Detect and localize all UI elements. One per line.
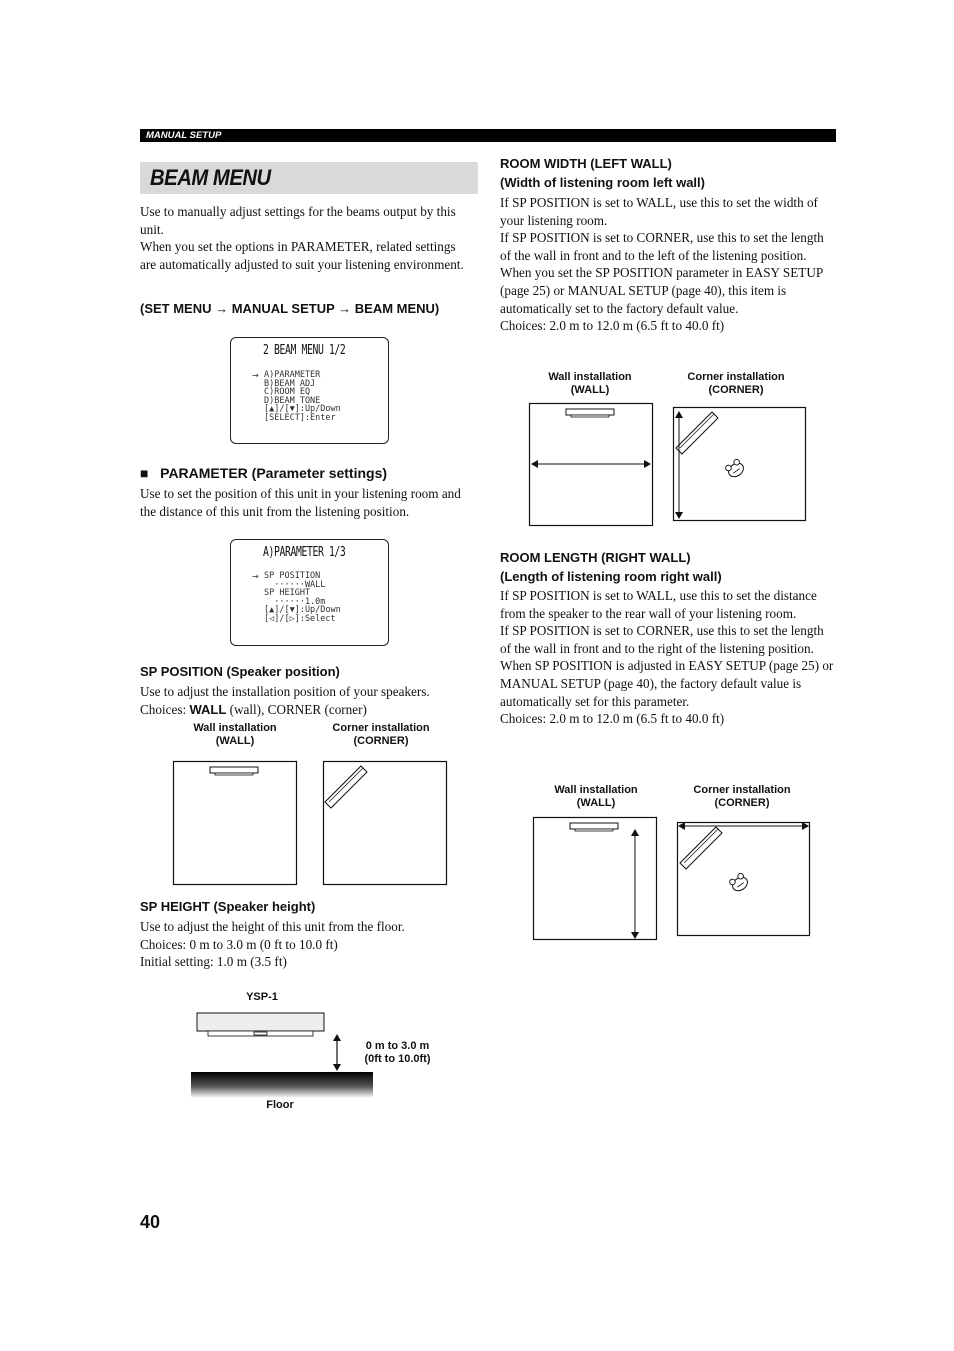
sp-height-heading: SP HEIGHT (Speaker height): [140, 899, 316, 914]
wall-room-box: [174, 762, 297, 885]
menu-path: (SET MENU → MANUAL SETUP → BEAM MENU): [140, 301, 440, 316]
square-bullet-icon: ■: [140, 465, 149, 481]
sp-position-diagrams: [170, 758, 450, 888]
speaker-wall-icon: [210, 767, 258, 775]
sp-position-text: Use to adjust the installation position of your speakers. Choices: WALL (wall), CORNER (corner): [140, 684, 430, 717]
page-number: 40: [140, 1212, 161, 1232]
lcd-line: C)ROOM EQ: [264, 387, 311, 398]
section-header-bar: [140, 129, 836, 142]
lcd-line: A)PARAMETER: [264, 370, 321, 380]
lcd-display-beam-menu: [230, 337, 389, 444]
height-range-label: 0 m to 3.0 m (0ft to 10.0ft): [364, 1040, 431, 1065]
room-width-diagrams: [526, 400, 811, 530]
page-title-box: [140, 162, 478, 194]
floor-shape: [191, 1072, 373, 1098]
lcd-line: B)BEAM ADJ: [264, 378, 316, 389]
height-arrow-icon: [333, 1034, 341, 1071]
speaker-wall-icon: [570, 823, 618, 831]
sp-position-heading: SP POSITION (Speaker position): [140, 664, 340, 679]
lcd-line: [SELECT]:Enter: [264, 413, 336, 423]
wall-installation-caption: Wall installation (WALL): [193, 722, 277, 747]
corner-installation-caption: Corner installation (CORNER): [687, 371, 785, 396]
lcd-line: [◁]/[▷]:Select: [264, 614, 336, 624]
sp-height-diagram: [188, 1008, 378, 1098]
corner-installation-caption: Corner installation (CORNER): [332, 722, 430, 747]
lcd-line: SP POSITION: [264, 571, 321, 581]
lcd-title: 2 BEAM MENU 1/2: [263, 343, 346, 358]
corner-installation-caption: Corner installation (CORNER): [693, 784, 791, 809]
parameter-description: Use to set the position of this unit in your listening room and the distance of this unit from the listening position.: [140, 486, 461, 519]
room-length-heading: ROOM LENGTH (RIGHT WALL) (Length of listening room right wall): [500, 550, 722, 584]
cursor-arrow-icon: →: [252, 572, 259, 581]
corner-room-box: [324, 762, 447, 885]
lcd-title: A)PARAMETER 1/3: [263, 545, 346, 560]
lcd-line: ······1.0m: [264, 596, 326, 607]
intro-paragraph: Use to manually adjust settings for the beams output by this unit. When you set the options in PARAMETER, related settings are automatically adjusted to suit your listening environment.: [140, 204, 464, 272]
lcd-line: D)BEAM TONE: [264, 395, 321, 406]
section-label: MANUAL SETUP: [146, 130, 222, 141]
parameter-heading: ■ PARAMETER (Parameter settings): [140, 465, 388, 481]
wall-installation-caption: Wall installation (WALL): [548, 371, 632, 396]
page-title: BEAM MENU: [150, 165, 271, 190]
room-length-text: If SP POSITION is set to WALL, use this to set the distance from the speaker to the rear wall of your listening room. If SP POSITION is set to CORNER, use this to set the length of the wall in front and to the right of the listening position. When SP POSITION is adjusted in EASY SETUP (page 25) or MANUAL SETUP (page 40), the factory default value is automatically set for this parameter. Choices: 2.0 m to 12.0 m (6.5 ft to 40.0 ft): [500, 588, 834, 727]
lcd-line: SP HEIGHT: [264, 588, 311, 599]
speaker-wall-icon: [566, 409, 614, 417]
lcd-display-parameter: [230, 539, 389, 646]
wall-installation-caption: Wall installation (WALL): [554, 784, 638, 809]
sp-height-text: Use to adjust the height of this unit from the floor. Choices: 0 m to 3.0 m (0 ft to 10.0 ft) Initial setting: 1.0 m (3.5 ft): [140, 919, 405, 970]
floor-label: Floor: [266, 1099, 294, 1111]
lcd-line: [▲]/[▼]:Up/Down: [264, 404, 341, 415]
cursor-arrow-icon: →: [252, 371, 259, 380]
room-length-diagrams: [530, 814, 815, 944]
room-width-text: If SP POSITION is set to WALL, use this to set the width of your listening room. If SP POSITION is set to CORNER, use this to set the length of the wall in front and to the left of the listening position. When you set the SP POSITION parameter in EASY SETUP (page 25) or MANUAL SETUP (page 40), this item is automatically set to the factory default value. Choices: 2.0 m to 12.0 m (6.5 ft to 40.0 ft): [500, 195, 824, 334]
ysp1-unit-icon: [197, 1013, 324, 1036]
lcd-line: [▲]/[▼]:Up/Down: [264, 605, 341, 616]
room-width-heading: ROOM WIDTH (LEFT WALL) (Width of listening room left wall): [500, 156, 705, 190]
lcd-line: ······WALL: [264, 579, 326, 590]
ysp1-label: YSP-1: [246, 991, 278, 1003]
